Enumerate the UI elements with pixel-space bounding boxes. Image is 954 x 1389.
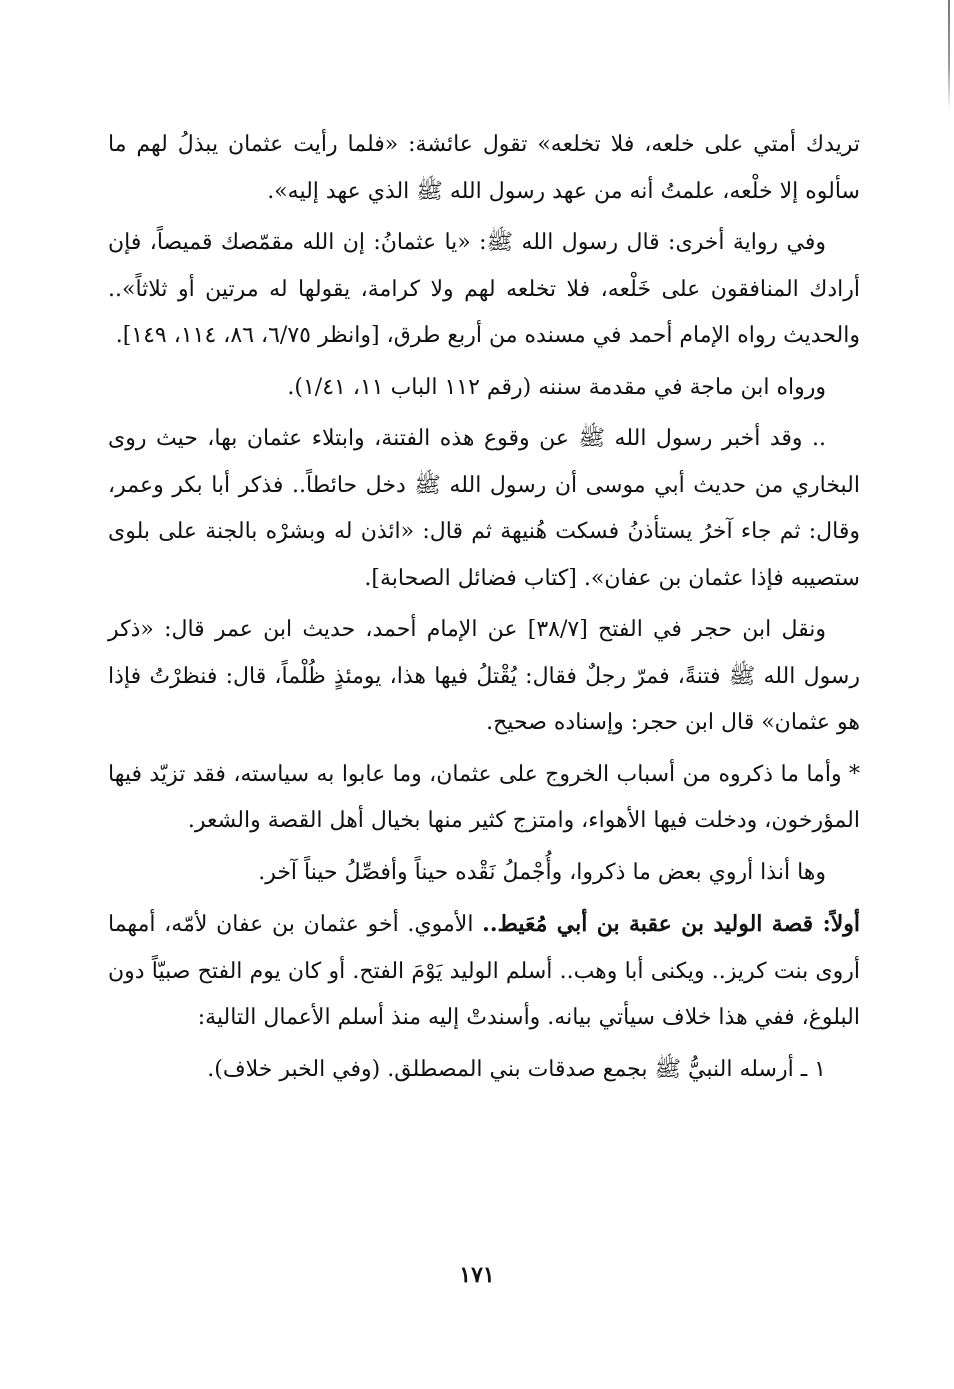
paragraph-3 <box>108 365 860 412</box>
paragraph-8 <box>108 901 860 1042</box>
paragraph-9 <box>108 1047 860 1094</box>
section-heading-first: أولاً: قصة الوليد بن عقبة بن أبي مُعَيط.. <box>482 911 860 937</box>
paragraph-3-text: ورواه ابن ماجة في مقدمة سننه (رقم ١١٢ الباب ١١، ١/٤١). <box>287 374 826 400</box>
paragraph-6-text: * وأما ما ذكروه من أسباب الخروج على عثمان، وما عابوا به سياسته، فقد تزيّد فيها المؤرخون، ودخلت فيها الأهواء، وامتزج كثير منها بخيال أهل القصة والشعر. <box>108 761 860 833</box>
paragraph-5 <box>108 607 860 747</box>
paragraph-1 <box>108 122 860 215</box>
page-body <box>108 122 860 1098</box>
paragraph-8-text: الأموي. أخو عثمان بن عفان لأمّه، أمهما أروى بنت كريز.. ويكنى أبا وهب.. أسلم الوليد يَوْمَ الفتح. أو كان يوم الفتح صبيّاً دون البلوغ، ففي هذا خلاف سيأتي بيانه. وأسندتْ إليه منذ أسلم الأعمال التالية: <box>108 912 860 1030</box>
scan-edge-line <box>948 0 950 110</box>
paragraph-4 <box>108 416 860 602</box>
paragraph-7 <box>108 850 860 897</box>
paragraph-2 <box>108 220 860 360</box>
paragraph-7-text: وها أنذا أروي بعض ما ذكروا، وأُجْملُ نَقْده حيناً وأفصِّلُ حيناً آخر. <box>258 859 826 885</box>
paragraph-2-text: وفي رواية أخرى: قال رسول الله ﷺ: «يا عثمانُ: إن الله مقمّصك قميصاً، فإن أرادك المنافقون على خَلْعه، فلا تخلعه لهم ولا كرامة، يقولها له مرتين أو ثلاثاً».. والحديث رواه الإمام أحمد في مسنده من أربع طرق، [وانظر ٦/٧٥، ٨٦، ١١٤، ١٤٩]. <box>108 230 860 348</box>
paragraph-4-text: .. وقد أخبر رسول الله ﷺ عن وقوع هذه الفتنة، وابتلاء عثمان بها، حيث روى البخاري من حديث أبي موسى أن رسول الله ﷺ دخل حائطاً.. فذكر أبا بكر وعمر، وقال: ثم جاء آخرُ يستأذنُ فسكت هُنيهة ثم قال: «ائذن له وبشرْه بالجنة على بلوى ستصيبه فإذا عثمان بن عفان». [كتاب فضائل الصحابة]. <box>108 426 860 591</box>
paragraph-6 <box>108 752 860 845</box>
paragraph-5-text: ونقل ابن حجر في الفتح [٣٨/٧] عن الإمام أحمد، حديث ابن عمر قال: «ذكر رسول الله ﷺ فتنةً، فمرّ رجلٌ فقال: يُقْتلُ فيها هذا، يومئذٍ ظُلْماً، قال: فنظرْتُ فإذا هو عثمان» قال ابن حجر: وإسناده صحيح. <box>108 617 860 735</box>
paragraph-9-text: ١ ـ أرسله النبيُّ ﷺ بجمع صدقات بني المصطلق. (وفي الخبر خلاف). <box>207 1056 826 1082</box>
page-number: ١٧١ <box>459 1262 495 1288</box>
paragraph-1-text: تريدك أمتي على خلعه، فلا تخلعه» تقول عائشة: «فلما رأيت عثمان يبذلُ لهم ما سألوه إلا خلْعه، علمتُ أنه من عهد رسول الله ﷺ الذي عهد إليه». <box>108 132 860 204</box>
